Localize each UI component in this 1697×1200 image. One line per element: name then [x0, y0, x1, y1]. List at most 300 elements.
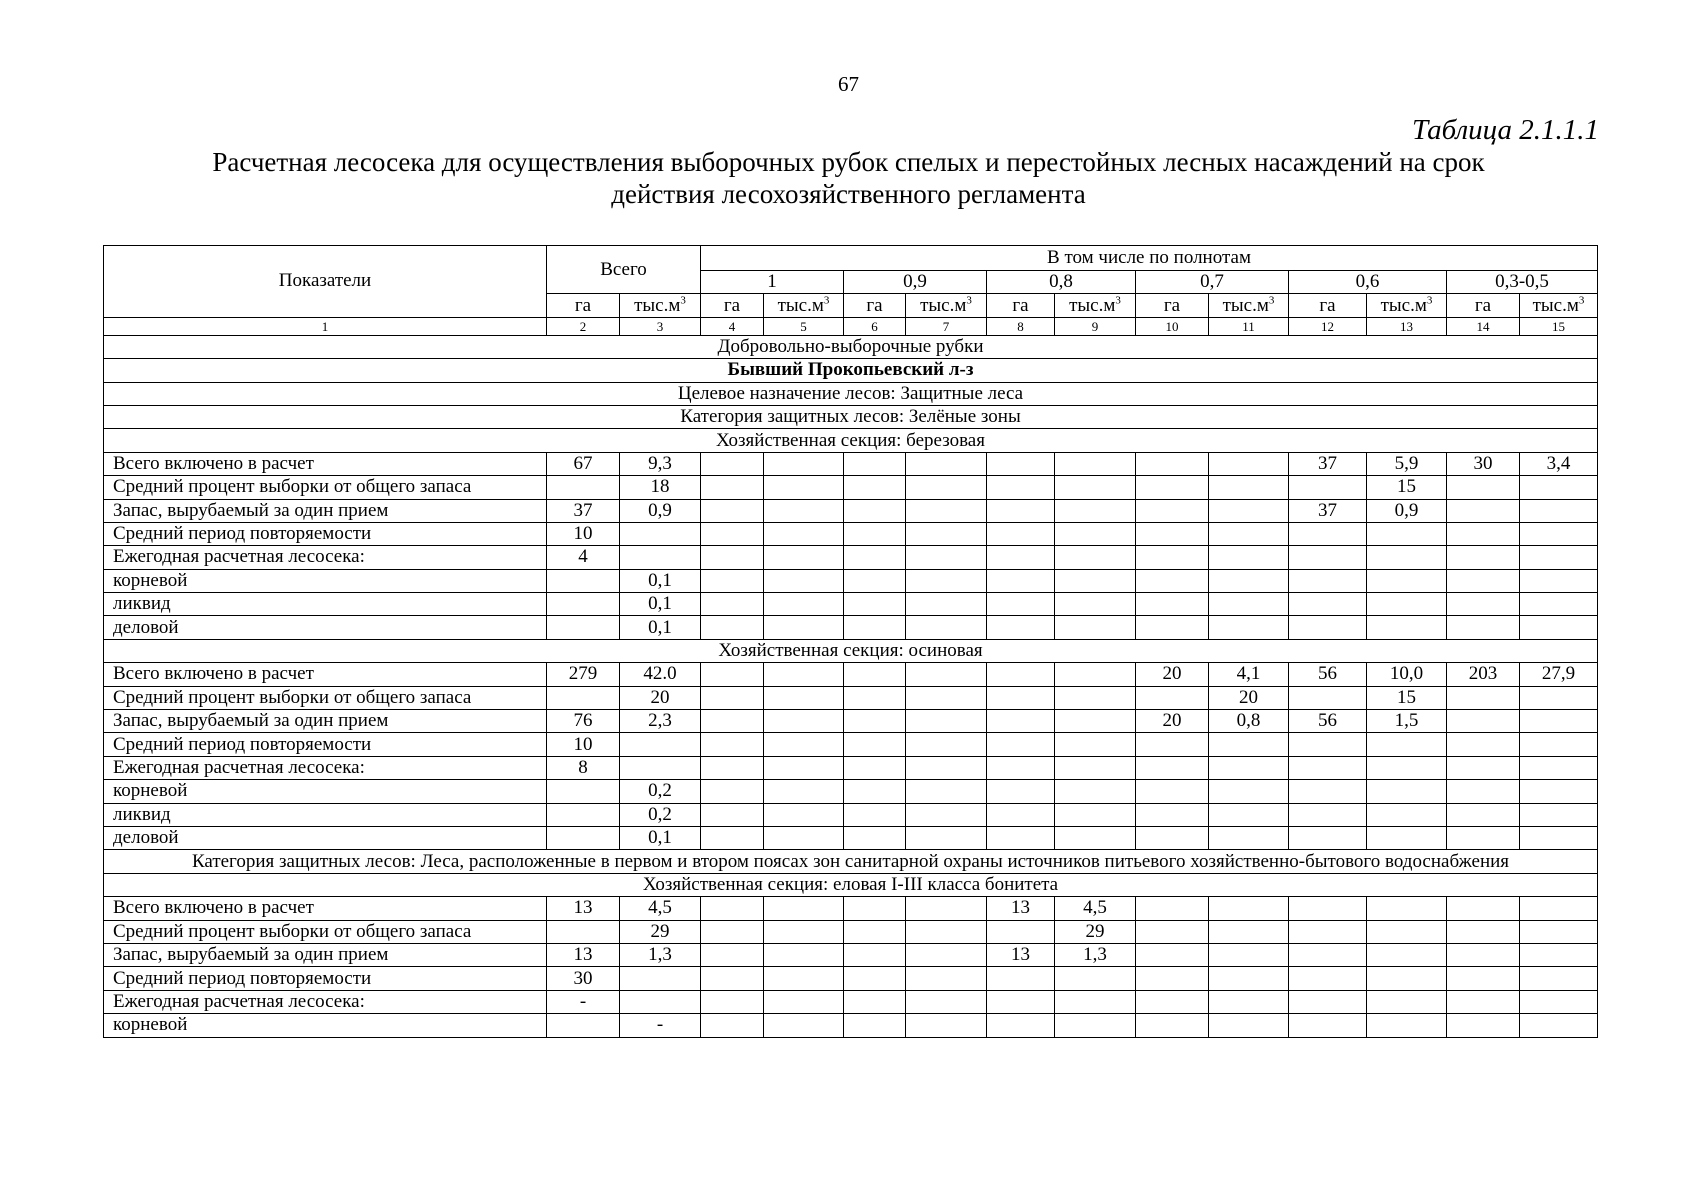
table-cell — [701, 476, 764, 499]
unit-volume-text: тыс.м — [1532, 294, 1579, 316]
table-cell — [701, 522, 764, 545]
table-cell — [906, 990, 987, 1013]
table-cell — [1289, 546, 1367, 569]
table-cell — [1520, 593, 1598, 616]
table-cell: 4,5 — [1055, 897, 1136, 920]
table-cell — [764, 967, 844, 990]
row-label: ликвид — [104, 803, 547, 826]
table-cell — [1447, 1014, 1520, 1037]
table-cell — [906, 499, 987, 522]
table-cell — [1520, 686, 1598, 709]
table-cell — [906, 733, 987, 756]
table-cell — [1136, 1014, 1209, 1037]
table-cell — [906, 476, 987, 499]
table-cell — [987, 663, 1055, 686]
table-cell: 4,5 — [620, 897, 701, 920]
unit-volume-header — [1520, 294, 1598, 317]
row-label: Средний процент выборки от общего запаса — [104, 920, 547, 943]
table-cell — [1447, 967, 1520, 990]
table-cell — [1447, 593, 1520, 616]
table-cell: 29 — [1055, 920, 1136, 943]
title-line-2: действия лесохозяйственного регламента — [611, 179, 1086, 209]
unit-volume-text: тыс.м — [634, 294, 681, 316]
column-number: 7 — [906, 317, 987, 335]
row-label: Всего включено в расчет — [104, 452, 547, 475]
table-cell — [701, 663, 764, 686]
table-row — [104, 733, 1598, 756]
table-cell — [906, 522, 987, 545]
column-number: 9 — [1055, 317, 1136, 335]
table-cell — [906, 826, 987, 849]
table-cell: 20 — [1136, 710, 1209, 733]
table-cell: 42.0 — [620, 663, 701, 686]
table-cell — [1289, 920, 1367, 943]
table-row — [104, 663, 1598, 686]
table-cell — [1136, 897, 1209, 920]
table-cell — [1136, 990, 1209, 1013]
table-cell: 0,9 — [620, 499, 701, 522]
table-cell — [1520, 803, 1598, 826]
table-cell — [1289, 616, 1367, 639]
table-cell: 37 — [1289, 452, 1367, 475]
row-label: Всего включено в расчет — [104, 897, 547, 920]
unit-ha-header: га — [1447, 294, 1520, 317]
table-cell — [1136, 803, 1209, 826]
section-row — [104, 429, 1598, 452]
unit-volume-exponent: 3 — [1578, 294, 1585, 307]
table-cell — [1209, 522, 1289, 545]
row-label: деловой — [104, 616, 547, 639]
table-cell — [1289, 803, 1367, 826]
table-cell — [1055, 1014, 1136, 1037]
table-cell — [987, 593, 1055, 616]
table-cell: 9,3 — [620, 452, 701, 475]
table-cell — [1289, 733, 1367, 756]
table-cell — [1367, 733, 1447, 756]
table-cell — [906, 593, 987, 616]
table-cell: 10,0 — [1367, 663, 1447, 686]
table-cell — [1289, 756, 1367, 779]
table-cell — [764, 663, 844, 686]
unit-ha-header: га — [1289, 294, 1367, 317]
table-cell — [987, 733, 1055, 756]
table-row — [104, 1014, 1598, 1037]
section-heading: Хозяйственная секция: березовая — [104, 429, 1598, 452]
table-row — [104, 897, 1598, 920]
table-cell: 4,1 — [1209, 663, 1289, 686]
section-row — [104, 382, 1598, 405]
unit-volume-exponent: 3 — [966, 294, 972, 307]
table-cell — [1520, 920, 1598, 943]
table-cell: 56 — [1289, 663, 1367, 686]
table-cell — [1447, 803, 1520, 826]
table-cell: 18 — [620, 476, 701, 499]
table-cell — [1055, 990, 1136, 1013]
table-cell — [906, 897, 987, 920]
table-cell — [844, 522, 906, 545]
table-cell — [701, 499, 764, 522]
table-cell — [987, 546, 1055, 569]
table-cell — [547, 593, 620, 616]
table-cell — [764, 522, 844, 545]
unit-ha-header: га — [844, 294, 906, 317]
table-cell — [844, 686, 906, 709]
table-cell — [987, 756, 1055, 779]
table-cell — [1367, 897, 1447, 920]
unit-volume-text: тыс.м — [1380, 294, 1427, 316]
table-cell — [701, 826, 764, 849]
table-cell — [844, 710, 906, 733]
table-cell — [844, 943, 906, 966]
table-cell — [764, 476, 844, 499]
section-heading: Целевое назначение лесов: Защитные леса — [104, 382, 1598, 405]
table-cell — [1520, 897, 1598, 920]
unit-volume-header — [906, 294, 987, 317]
table-row — [104, 803, 1598, 826]
table-cell — [1209, 476, 1289, 499]
table-cell — [906, 546, 987, 569]
table-cell: 0,2 — [620, 780, 701, 803]
table-cell — [987, 522, 1055, 545]
table-cell: 30 — [1447, 452, 1520, 475]
table-cell — [844, 569, 906, 592]
table-cell — [906, 967, 987, 990]
table-cell — [1289, 897, 1367, 920]
row-label: Ежегодная расчетная лесосека: — [104, 546, 547, 569]
table-cell — [1367, 616, 1447, 639]
table-cell — [1055, 569, 1136, 592]
column-number: 15 — [1520, 317, 1598, 335]
table-cell — [1209, 499, 1289, 522]
table-cell — [987, 826, 1055, 849]
table-cell — [1209, 990, 1289, 1013]
table-cell — [1447, 990, 1520, 1013]
row-label: Запас, вырубаемый за один прием — [104, 710, 547, 733]
table-cell — [701, 780, 764, 803]
table-cell — [1055, 499, 1136, 522]
table-cell — [547, 920, 620, 943]
table-cell — [1209, 897, 1289, 920]
table-cell — [844, 476, 906, 499]
table-cell — [764, 943, 844, 966]
table-cell — [1209, 593, 1289, 616]
table-cell: 13 — [987, 897, 1055, 920]
table-cell — [1367, 826, 1447, 849]
table-cell — [1447, 476, 1520, 499]
table-row — [104, 593, 1598, 616]
table-row — [104, 990, 1598, 1013]
table-cell — [844, 803, 906, 826]
unit-volume-text: тыс.м — [920, 294, 967, 316]
table-cell — [987, 1014, 1055, 1037]
table-cell: 29 — [620, 920, 701, 943]
table-cell — [987, 967, 1055, 990]
unit-volume-text: тыс.м — [777, 294, 824, 316]
table-cell — [1520, 476, 1598, 499]
table-cell — [1367, 522, 1447, 545]
table-cell — [764, 780, 844, 803]
table-cell — [701, 803, 764, 826]
table-cell — [764, 710, 844, 733]
unit-volume-exponent: 3 — [680, 294, 686, 307]
title-line-1: Расчетная лесосека для осуществления выборочных рубок спелых и перестойных лесных насаждений на срок — [212, 147, 1485, 177]
column-number: 13 — [1367, 317, 1447, 335]
table-cell: 1,3 — [1055, 943, 1136, 966]
table-cell — [1289, 476, 1367, 499]
table-cell — [701, 943, 764, 966]
table-cell — [906, 569, 987, 592]
table-cell — [1209, 920, 1289, 943]
table-cell — [1520, 710, 1598, 733]
table-cell — [1136, 522, 1209, 545]
table-cell — [1055, 663, 1136, 686]
table-cell — [764, 897, 844, 920]
table-cell — [987, 920, 1055, 943]
table-cell — [1520, 967, 1598, 990]
table-cell — [1055, 803, 1136, 826]
column-number: 14 — [1447, 317, 1520, 335]
row-label: Ежегодная расчетная лесосека: — [104, 990, 547, 1013]
table-cell — [1447, 499, 1520, 522]
table-cell — [906, 616, 987, 639]
unit-volume-exponent: 3 — [1268, 294, 1275, 307]
table-cell: 3,4 — [1520, 452, 1598, 475]
table-cell — [1209, 546, 1289, 569]
table-cell: 1,3 — [620, 943, 701, 966]
table-cell — [1447, 546, 1520, 569]
header-density-1: 1 — [701, 271, 844, 294]
row-label: Средний период повторяемости — [104, 967, 547, 990]
table-row — [104, 616, 1598, 639]
table-cell — [1367, 546, 1447, 569]
table-row — [104, 826, 1598, 849]
row-label: Всего включено в расчет — [104, 663, 547, 686]
table-cell — [1520, 522, 1598, 545]
table-cell — [1367, 569, 1447, 592]
table-cell — [1367, 803, 1447, 826]
table-cell: 15 — [1367, 686, 1447, 709]
table-cell: 56 — [1289, 710, 1367, 733]
table-cell — [1447, 943, 1520, 966]
table-cell — [764, 826, 844, 849]
table-cell — [987, 686, 1055, 709]
document-title — [120, 146, 1577, 210]
table-cell — [1520, 733, 1598, 756]
table-cell — [1055, 733, 1136, 756]
table-cell — [1055, 616, 1136, 639]
header-density-0-3-0-5: 0,3-0,5 — [1447, 271, 1598, 294]
table-cell — [547, 1014, 620, 1037]
table-cell — [844, 1014, 906, 1037]
row-label: Запас, вырубаемый за один прием — [104, 499, 547, 522]
unit-volume-header — [1367, 294, 1447, 317]
row-label: Средний процент выборки от общего запаса — [104, 686, 547, 709]
table-cell — [987, 803, 1055, 826]
table-cell — [1136, 780, 1209, 803]
table-cell: 203 — [1447, 663, 1520, 686]
table-cell — [1447, 756, 1520, 779]
table-cell — [764, 803, 844, 826]
column-number: 2 — [547, 317, 620, 335]
table-cell: 1,5 — [1367, 710, 1447, 733]
table-cell — [701, 616, 764, 639]
table-cell — [701, 546, 764, 569]
table-cell: 37 — [547, 499, 620, 522]
table-cell — [1367, 593, 1447, 616]
table-cell — [1055, 756, 1136, 779]
table-cell — [1520, 780, 1598, 803]
table-row — [104, 546, 1598, 569]
table-row — [104, 476, 1598, 499]
table-cell — [764, 616, 844, 639]
unit-volume-text: тыс.м — [1069, 294, 1116, 316]
table-cell: 30 — [547, 967, 620, 990]
table-cell — [906, 686, 987, 709]
unit-volume-exponent: 3 — [1115, 294, 1121, 307]
section-row — [104, 335, 1598, 358]
table-cell — [1367, 780, 1447, 803]
table-cell — [906, 943, 987, 966]
table-cell — [1209, 1014, 1289, 1037]
table-cell — [764, 569, 844, 592]
row-label: Запас, вырубаемый за один прием — [104, 943, 547, 966]
table-cell — [620, 546, 701, 569]
table-cell — [987, 569, 1055, 592]
table-cell — [1055, 967, 1136, 990]
table-cell — [620, 733, 701, 756]
header-density-0-7: 0,7 — [1136, 271, 1289, 294]
table-cell — [1447, 522, 1520, 545]
table-cell — [1289, 593, 1367, 616]
row-label: Средний процент выборки от общего запаса — [104, 476, 547, 499]
table-cell — [1447, 897, 1520, 920]
unit-volume-exponent: 3 — [823, 294, 830, 307]
table-cell — [987, 780, 1055, 803]
table-cell — [844, 663, 906, 686]
table-cell — [844, 897, 906, 920]
header-density-0-9: 0,9 — [844, 271, 987, 294]
table-cell: 0,1 — [620, 593, 701, 616]
table-cell — [701, 593, 764, 616]
row-label: корневой — [104, 780, 547, 803]
header-density-0-6: 0,6 — [1289, 271, 1447, 294]
column-numbers-row — [104, 317, 1598, 335]
table-cell — [547, 803, 620, 826]
column-number: 10 — [1136, 317, 1209, 335]
table-cell — [1289, 780, 1367, 803]
table-cell — [1447, 616, 1520, 639]
table-number: Таблица 2.1.1.1 — [1412, 114, 1599, 146]
table-cell — [701, 569, 764, 592]
table-cell: - — [547, 990, 620, 1013]
table-row — [104, 686, 1598, 709]
column-number: 3 — [620, 317, 701, 335]
table-cell — [1447, 569, 1520, 592]
table-cell: 37 — [1289, 499, 1367, 522]
table-cell — [1367, 967, 1447, 990]
row-label: деловой — [104, 826, 547, 849]
table-cell — [1136, 967, 1209, 990]
table-cell — [1447, 920, 1520, 943]
table-cell — [1136, 499, 1209, 522]
table-cell — [844, 452, 906, 475]
table-cell — [701, 920, 764, 943]
section-row — [104, 873, 1598, 896]
table-cell — [1136, 569, 1209, 592]
table-cell — [987, 710, 1055, 733]
section-row — [104, 639, 1598, 662]
table-cell — [987, 476, 1055, 499]
table-cell — [1055, 826, 1136, 849]
table-cell — [1289, 686, 1367, 709]
row-label: Средний период повторяемости — [104, 522, 547, 545]
table-cell — [701, 967, 764, 990]
table-cell — [906, 920, 987, 943]
table-cell — [620, 756, 701, 779]
table-cell: 279 — [547, 663, 620, 686]
table-cell — [547, 686, 620, 709]
table-cell — [1520, 756, 1598, 779]
table-cell: 0,9 — [1367, 499, 1447, 522]
table-cell — [1209, 967, 1289, 990]
table-cell — [987, 452, 1055, 475]
unit-ha-header: га — [547, 294, 620, 317]
header-total: Всего — [547, 246, 701, 294]
table-cell — [906, 756, 987, 779]
column-number: 5 — [764, 317, 844, 335]
table-cell: 0,8 — [1209, 710, 1289, 733]
table-cell — [844, 967, 906, 990]
table-cell — [1520, 943, 1598, 966]
table-cell: 0,2 — [620, 803, 701, 826]
page-number: 67 — [838, 72, 859, 96]
table-cell — [1209, 780, 1289, 803]
table-cell — [844, 616, 906, 639]
table-cell — [764, 686, 844, 709]
table-row — [104, 452, 1598, 475]
table-cell — [1289, 967, 1367, 990]
table-cell: 13 — [547, 943, 620, 966]
table-cell — [844, 593, 906, 616]
section-heading: Хозяйственная секция: осиновая — [104, 639, 1598, 662]
table-cell: 13 — [547, 897, 620, 920]
section-row — [104, 405, 1598, 428]
table-cell: 67 — [547, 452, 620, 475]
table-cell — [1367, 756, 1447, 779]
table-cell — [1136, 593, 1209, 616]
row-label: корневой — [104, 1014, 547, 1037]
table-row — [104, 780, 1598, 803]
column-number: 6 — [844, 317, 906, 335]
table-cell — [844, 826, 906, 849]
table-cell: 27,9 — [1520, 663, 1598, 686]
table-cell — [764, 499, 844, 522]
section-heading: Бывший Прокопьевский л-з — [104, 359, 1598, 382]
table-cell — [1289, 943, 1367, 966]
table-cell — [1520, 499, 1598, 522]
section-row — [104, 850, 1598, 873]
table-cell — [1289, 569, 1367, 592]
table-cell: 76 — [547, 710, 620, 733]
column-number: 12 — [1289, 317, 1367, 335]
table-cell — [987, 990, 1055, 1013]
table-cell — [1367, 943, 1447, 966]
table-row — [104, 920, 1598, 943]
table-cell — [701, 710, 764, 733]
unit-volume-header — [1055, 294, 1136, 317]
table-cell — [1520, 1014, 1598, 1037]
unit-ha-header: га — [701, 294, 764, 317]
